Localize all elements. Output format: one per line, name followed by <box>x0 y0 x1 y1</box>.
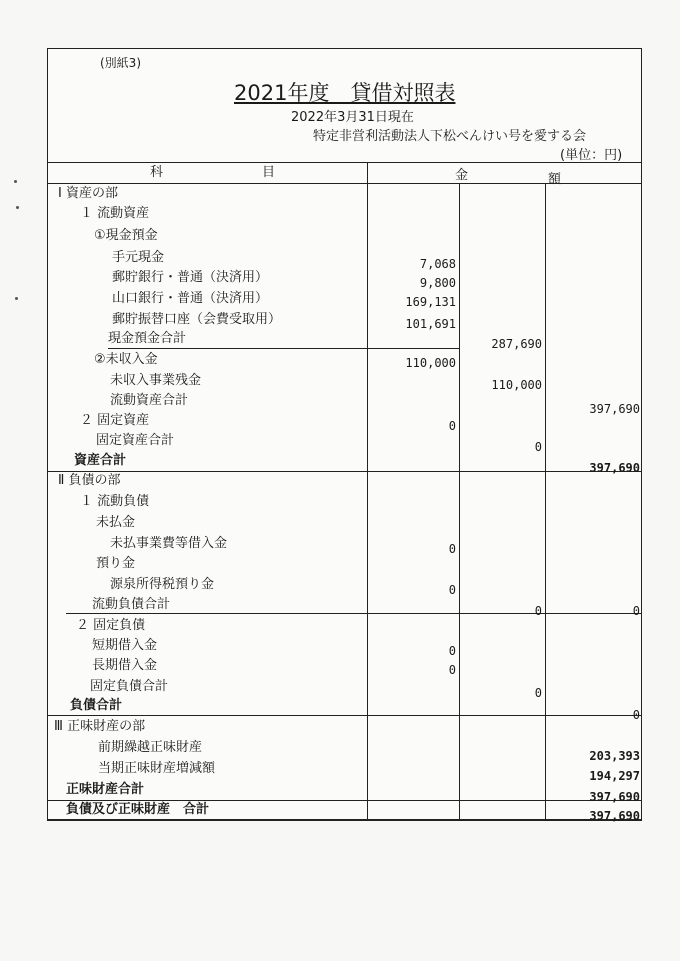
unpaid-loan-label: 未払事業費等借入金 <box>110 536 228 551</box>
yucho-bank-value: 9,800 <box>419 276 456 290</box>
current-liabilities-total-value: 0 <box>534 604 542 618</box>
scan-speck <box>16 206 19 209</box>
as-of-date: 2022年3月31日現在 <box>291 110 414 125</box>
net-assets-total-value: 397,690 <box>589 790 640 804</box>
fixed-assets-heading: ２ 固定資産 <box>80 413 150 428</box>
grand-total-value: 397,690 <box>589 809 640 823</box>
net-assets-total-label: 正味財産合計 <box>66 782 145 797</box>
fixed-liabilities-total-label: 固定負債合計 <box>90 679 169 694</box>
fixed-liabilities-total-value: 0 <box>534 686 542 700</box>
current-liabilities-heading: １ 流動負債 <box>80 494 150 509</box>
header-amount-1: 金 <box>455 168 469 183</box>
assets-total-value: 397,690 <box>589 461 640 475</box>
yamaguchi-bank-value: 169,131 <box>405 295 456 309</box>
cash-on-hand-label: 手元現金 <box>112 250 165 265</box>
organization-name: 特定非営利活動法人下松べんけい号を愛する会 <box>313 129 587 144</box>
current-assets-total-label: 流動資産合計 <box>110 393 189 408</box>
net-assets-change-label: 当期正味財産増減額 <box>98 761 216 776</box>
rule-col-1 <box>367 162 368 820</box>
current-liabilities-total-label: 流動負債合計 <box>92 597 171 612</box>
net-assets-change-value: 194,297 <box>589 769 640 783</box>
rule-header-bottom <box>47 183 642 184</box>
short-term-loan-value: 0 <box>448 644 456 658</box>
attachment-label: (別紙3) <box>100 56 141 70</box>
accounts-payable-heading: 未払金 <box>96 515 136 530</box>
fixed-liabilities-heading: ２ 固定負債 <box>76 618 146 633</box>
section-liabilities: Ⅱ 負債の部 <box>58 473 121 488</box>
section-assets: Ⅰ 資産の部 <box>58 186 118 201</box>
short-term-loan-label: 短期借入金 <box>92 638 158 653</box>
yucho-bank-label: 郵貯銀行・普通（決済用） <box>112 270 269 285</box>
long-term-loan-label: 長期借入金 <box>92 658 158 673</box>
cash-deposits-total-label: 現金預金合計 <box>108 331 187 346</box>
current-assets-total-value: 397,690 <box>589 402 640 416</box>
receivables-value: 110,000 <box>405 356 456 370</box>
assets-total-label: 資産合計 <box>74 453 127 468</box>
deposits-received-heading: 預り金 <box>96 556 136 571</box>
fixed-assets-total-label: 固定資産合計 <box>96 433 175 448</box>
receivables-label: ②未収入金 <box>94 352 158 367</box>
liabilities-total-value: 0 <box>632 708 640 722</box>
current-liabilities-total-value-2: 0 <box>632 604 640 618</box>
receivable-business-value: 110,000 <box>491 378 542 392</box>
postal-transfer-value: 101,691 <box>405 317 456 331</box>
unpaid-loan-value: 0 <box>448 542 456 556</box>
liabilities-total-label: 負債合計 <box>70 698 123 713</box>
header-account-1: 科 <box>150 165 164 180</box>
fixed-assets-value: 0 <box>448 419 456 433</box>
withholding-tax-label: 源泉所得税預り金 <box>110 577 215 592</box>
cash-deposits-total-value: 287,690 <box>491 337 542 351</box>
long-term-loan-value: 0 <box>448 663 456 677</box>
rule-col-2 <box>459 183 460 820</box>
section-net-assets: Ⅲ 正味財産の部 <box>54 719 146 734</box>
fixed-assets-total-value: 0 <box>534 440 542 454</box>
header-account-2: 目 <box>262 165 276 180</box>
grand-total-label: 負債及び正味財産 合計 <box>66 802 210 817</box>
prior-net-assets-label: 前期繰越正味財産 <box>98 740 203 755</box>
prior-net-assets-value: 203,393 <box>589 749 640 763</box>
scan-speck <box>15 297 18 300</box>
cash-on-hand-value: 7,068 <box>419 257 456 271</box>
rule-col-3 <box>545 183 546 820</box>
rule-cash-subtotal <box>108 348 459 349</box>
receivable-business-label: 未収入事業残金 <box>110 373 202 388</box>
scan-speck <box>14 180 17 183</box>
rule-header-top <box>47 162 642 163</box>
page-title: 2021年度 貸借対照表 <box>234 81 456 105</box>
cash-deposits-heading: ①現金預金 <box>94 228 158 243</box>
header-amount-2: 額 <box>548 172 562 187</box>
current-assets-heading: １ 流動資産 <box>80 206 150 221</box>
postal-transfer-label: 郵貯振替口座（会費受取用） <box>112 312 282 327</box>
withholding-tax-value: 0 <box>448 583 456 597</box>
yamaguchi-bank-label: 山口銀行・普通（決済用） <box>112 291 269 306</box>
unit-label: (単位：円) <box>560 148 623 163</box>
